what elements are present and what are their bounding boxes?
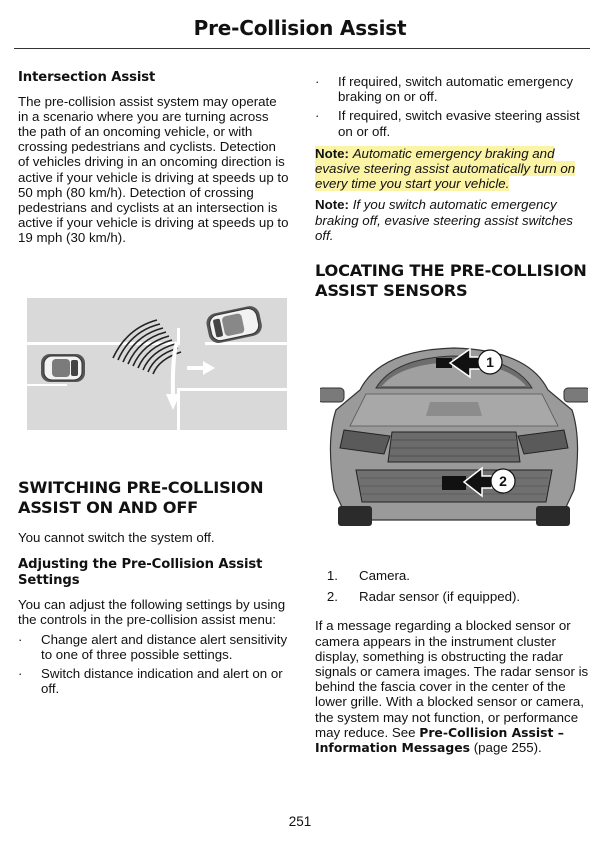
bullet-text: Change alert and distance alert sensitivity to one of three possible settings. (41, 631, 288, 662)
switch-options-list (315, 74, 590, 139)
page-reference: (page 255). (473, 740, 542, 756)
list-text: Camera. (359, 568, 410, 583)
bullet-icon: · (18, 666, 23, 682)
sensor-location-illustration (320, 330, 588, 530)
blocked-sensor-body (315, 618, 590, 755)
right-column (315, 74, 590, 301)
adjusting-body: You can adjust the following settings by using the controls in the pre-collision assist menu: (18, 597, 286, 628)
right-column-lower (315, 568, 590, 755)
page-title: Pre-Collision Assist (193, 16, 407, 40)
list-text: Radar sensor (if equipped). (359, 589, 521, 605)
radar-marker (442, 476, 466, 490)
intersection-assist-body: The pre-collision assist system may operate in a scenario where you are turning across the path of an oncoming vehicle, or with crossing pedestrians and cyclists. Detection of vehicles driving in an oncoming direction is active if your vehicle is driving at speeds up to 50 mph (80 km/h). Detection of crossing pedestrians and cyclists at an intersection is active if your vehicle is driving at speeds up to 19 mph (30 km/h). (18, 93, 289, 246)
adjust-settings-list (18, 632, 290, 697)
note-text: Automatic emergency braking and evasive steering assist automatically turn on every time you start your vehicle. (315, 145, 576, 192)
left-column-lower (18, 478, 290, 696)
list-item (315, 589, 590, 604)
bullet-text: If required, switch evasive steering assist on or off. (338, 108, 580, 139)
vehicle-front-view (320, 348, 588, 526)
note-auto-on (315, 146, 590, 192)
list-item (315, 568, 590, 583)
left-column (18, 70, 290, 246)
callout-number-1: 1 (486, 354, 494, 370)
page-number: 251 (288, 814, 312, 829)
intersection-assist-heading: Intersection Assist (18, 70, 156, 85)
list-item (315, 74, 590, 104)
locating-sensors-heading: LOCATING THE PRE-COLLISION ASSIST SENSORS (315, 261, 587, 301)
bullet-text: If required, switch automatic emergency braking on or off. (338, 74, 574, 105)
intersection-assist-illustration (27, 298, 287, 430)
sensor-legend-list (315, 568, 590, 604)
note-text: If you switch automatic emergency braking off, evasive steering assist switches off. (315, 197, 573, 243)
list-number: 1. (326, 568, 338, 583)
adjusting-heading: Adjusting the Pre-Collision Assist Settings (18, 557, 263, 588)
note-label: Note: (315, 145, 349, 161)
body-text: If a message regarding a blocked sensor or camera appears in the instrument cluster display, something is obstructing the radar signals or camera images. The radar sensor is behind the fascia cover in the center of the lower grille. With a blocked sensor or camera, the system may not function, or performance may reduce. See (315, 618, 589, 740)
own-vehicle (41, 354, 85, 382)
bullet-icon: · (315, 74, 320, 89)
cross-reference-link[interactable]: Pre-Collision Assist – Information Messages (315, 724, 564, 756)
list-item (18, 666, 290, 696)
list-item (18, 632, 290, 662)
bullet-icon: · (315, 108, 320, 124)
callout-number-2: 2 (499, 473, 507, 489)
title-divider (14, 48, 590, 49)
list-item (315, 108, 590, 138)
bullet-icon: · (18, 631, 23, 647)
switching-body: You cannot switch the system off. (18, 530, 215, 545)
note-label: Note: (315, 197, 349, 213)
list-number: 2. (326, 589, 338, 605)
note-switch-off (315, 197, 590, 243)
bullet-text: Switch distance indication and alert on or off. (41, 666, 283, 697)
switching-heading: SWITCHING PRE-COLLISION ASSIST ON AND OFF (18, 478, 264, 517)
